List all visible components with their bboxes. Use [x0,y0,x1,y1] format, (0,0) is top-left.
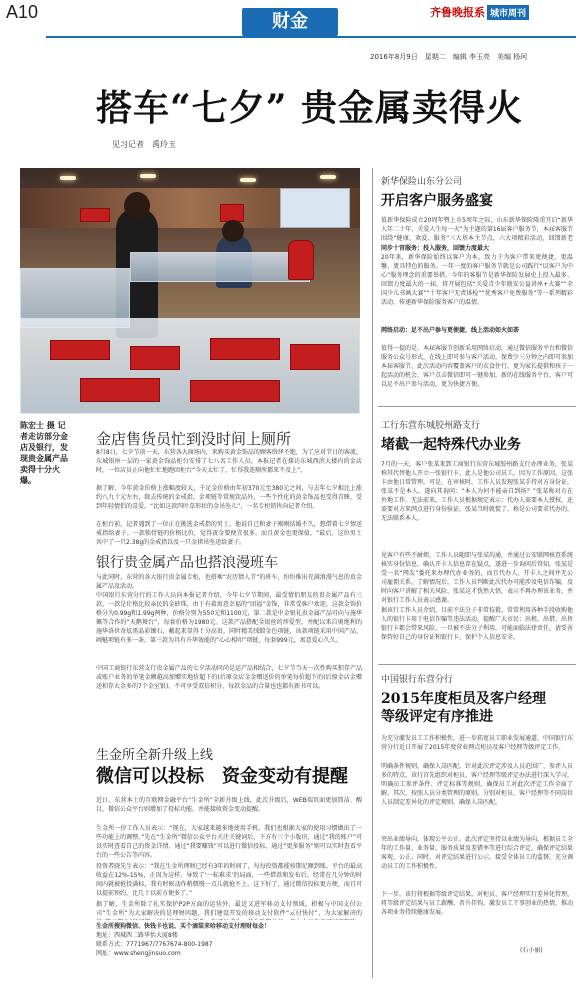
headline-wechat-bidding: 微信可以投标 资金变动有提醒 [96,766,348,787]
logo-text: 齐鲁晚报系 [430,6,485,19]
ad-url: 网址：www.shengjinsuo.com [96,950,181,957]
body-paragraph: 值得一提的是，本届客服节创新采用网络启动，通过微信服务平台和微信服务公众号形式，在线上即可参与客户活动，保费少三分钟之内即可参加本届客服节，此次活动内容覆盖客户的衣食住行，更为家长提供和孩子一起活动的机会，客户点击微信即可一键参加，新的在线服务平台，客户可以足不出户参与活动，更为快捷方便。 [381,345,573,388]
body-paragraph: 20年来，新华保险始终以客户为本，致力于为客户带来更便捷、更温馨、更具特色的服务。一年一度的客户服务节就是公司践行“以客户为中心”服务理念的重要举措。今年的客服节是新华保险发展史上投入最多、回馈力度最大的一届，将开展包括“关爱青少年瓶安公益讲座+大赛”“全国少儿书画大赛”“十年客户无责体检”“优秀客户免费服务”等一系列精彩活动，传递新华保险服务客户的温情。 [381,254,573,306]
body-paragraph: 8月8日，七夕节前一天，东营各大商场内，来购买黄金饰品的顾客络绎不绝，为了应对节日的客流，东城银座一层的一家黄金饰品柜台安排了七八名工作人员。本报记者在探访东城西滨大楼内的金店时，一位店员正向他忙忙地跑回柜台“今天太忙了，忙得我连厕所都来不及上”。 [96,449,362,474]
headline-customer-service: 开启客户服务盛宴 [381,193,493,209]
body-paragraph: 中国银行东营分行的工作人员向本报记者介绍，今年七夕节期间，最受情侣朋友的贵金属产品有三款，一款是仕格比较亲民的金砂珠，由于有着寓意幸福的“团福”金饰，非常受客户欢迎，这款金饰价格分为0.99g和1.99g两种，价格分别为550元和1100元，第二款是中金银礼贵金属产品可向与施华佩等合作的“天鹅舞台”，每套价格为1980元。这款产品搭配金银丝的珍爱型，并配以来自奥地利的施华洛世奇炫黑晶彩镶石，戴起来显得十分高贵，同时精美绒缎金色项链，该款项链采用中国产品，画魅项链有多一条，第三款为具有升华效能的“心心相印”项链，每套999元，寓意爱心久久。 [96,592,362,644]
body-paragraph: 7月的一天，客户张某来到工商银行东营东城胶州路支行办理业务，张某称其代替他人开立一张银行卡，此人是他公司员工，因为工作原因，这张卡由他日常管理。可是，在审核时，工作人员发现张某手持对方身份证，张某不是本人。遂向其询问：“本人为何不能亲自到场？”张某称对方在外地工作，无法前来。工作人员根据规定表示：代办人需要本人授权，还需要对方来网点进行身份验证。张某当时就慌了，称是公司要求代办的，无法联系本人。 [381,461,573,522]
body-paragraph: 中国工商银行东营支行贵金属产品的七夕活动同尚是运产品相结合，七夕节当天一次性购买积存产品或账户业务的单笔金额越高加赠实地价超下的(后原金店金金赠送价的单笔每价超下的(后原金店金赠送积存大金多的7个金室银)，不可享受双倍积分，每款金品的合量也也都有新书可以。 [96,665,362,690]
ad-title: 生金所搜狗微信、快钱卡也说、买个滴装来哈移动支付理财每金！ [96,923,271,930]
kicker-icbc: 工行东营东城胶州路支行 [381,421,481,431]
body-paragraph: 投资者晓先生表示：“我在生金所理财已经有3年的时间了，每每投资都能按期足额到账。平台的最高收益在12%-15%，正因为这样，导致了‘一标难求’的局面，一些借款和发布后，经常在几分钟的时间内就被抢投满标，我有时候动作稍微慢一点儿就抢不上，这下好了，通过微信投标更方便，而且可以提前预约，比几十以前方便多了。” [96,863,362,897]
body-paragraph: 据该行工作人员介绍，目前不法分子非常狡猾，常常利用各种手段收购他人的银行卡用于电信诈骗等违法活动，提醒广大市民：出租、出借、出售银行卡都会带来风险，一旦被不法分子利用，可能面临法律责任，请妥善保管好自己的身份证和银行卡，保护个人信息安全。 [381,607,573,641]
photo-caption: 陈宏士 摄 记者走访部分金店及银行，发现贵金属产品卖得十分火爆。 [20,421,68,485]
body-paragraph: 值新华保险成立20周年暨上市5周年之际，山东新华保险隆重开启“新华人年二十年，关爱人生每一天”为主题的第16届客户服务节，本届客服节围绕“健康、欢爱、服务”三大基本主节点，六大项精彩活动，回馈新老 [381,217,573,242]
subhead-gold-store: 金店售货员忙到没时间上厕所 [96,430,292,448]
story-divider [378,664,576,665]
main-headline: 搭车“七夕” 贵金属卖得火 [96,87,523,129]
body-paragraph: 据了解，生金所除了扎实保护P2P方面的运营外，最近又进军移动支付领域，积极与中国支付公司“生金所”为大家解决的是理财问题，我们建设开发的移动支付软件“云付快付”，为大家解决的 [96,901,362,917]
body-paragraph: 明确条件规则，确保人岗匹配。针对此次评定涉及人员范围广、参评人员多的特点，该行首先组织对柜员、客户经理等级评定办法进行深入学习，明确员工参评条件、评定标准等规则，确保员工对此次评定工作全面了解。其次，按照人员分类管理的原则，分别对柜员、客户经理等不同岗位人员制定差异化的评定规则，确保人岗匹配。 [381,763,573,806]
body-paragraph: 下一步，该行将根据等级评定结果，对柜员、客户经理实行差异化管理，将等级评定结果与员工薪酬、晋升挂钩，激发员工干事创业的热情，推动各项业务持续健康发展。 [381,891,573,916]
ad-phone: 联系方式：7771967/7767674-800-1987 [96,941,213,948]
kicker-xinhua-insurance: 新华保险山东分公司 [381,177,463,187]
column-divider [372,168,373,978]
ad-address: 地址：西城西二路华怡大厦8楼 [96,932,178,939]
inline-subhead: 同步十官服务：投入服务，回馈力度最大 [381,245,490,252]
body-paragraph: 据了解，今年黄金价格上涨幅度较大，千足金价格由年初370元至380元之间，与去年七夕相比上涨约八九十元左右，除去传统的金戒指、金项链等常规饮品外，一些个性化的黄金饰品也受得青睐，受到年轻情侣的喜爱。“比如这款四叶草形状的金吊坠儿”，一名专柜销售向记者介绍。 [96,485,362,510]
headline-special-agency: 堵截一起特殊代办业务 [381,437,521,453]
issue-meta: 2016年8月9日 星期二 编辑 李玉亮 美编 杨珂 [370,53,528,61]
section-tab: 财金 [242,8,338,36]
body-paragraph: 生金所一位工作人员表示：“现在，大家越来越多地使用手机，我们也根据大家的使用习惯做出了一些功能上的调整。”先在“生金所”微信公众平台关注关键词后，下方有三个小版块，通过“我的账户”可以实时查看自己的资金详情，通过“我要赚钱”可以进行微信投标，通过“更多服务”则可以实时查看平台的一些公告等内容。 [96,825,362,859]
kicker-shengjinsuo: 生金所全新升级上线 [96,748,214,763]
body-paragraph: 为充分激发员工工作积极性，进一步拓宽员工职业发展通道，中国银行东营分行近日开展了2015年度营业网点柜员及客户经理等级评定工作。 [381,735,573,751]
body-paragraph: 见客户有些不耐烦，工作人员随即与张某沟通，并通过公安联网核查系统核实身份信息，确认开卡人信息存在疑点，遂进一步询问后得知，张某是受一名“网友”委托来办理代办业务的，而且代办人、开卡人之间并无公司雇佣关系。了解情况后，工作人员判断此次代办可能涉及电信诈骗，及时向客户讲解了相关风险，张某这才恍然大悟，表示不再办理该业务，并对银行工作人员表示感谢。 [381,552,573,604]
kicker-bank-of-china: 中国银行东营分行 [381,675,454,685]
header-rule [46,36,576,38]
story-divider [378,406,576,407]
author-note: (石小丽) [520,947,543,954]
headline-rating-line2: 等级评定有序推进 [381,709,493,725]
body-paragraph: 近日，东营本土的互联网金融平台“生金所”全新升级上线，此次升级后，WEB端页面更加简洁、醒目，微信公众平台则增加了投标功能，并能接收资金变动提醒。 [96,797,362,813]
byline: 见习记者 禹玲玉 [112,140,176,149]
jewelry-store-photo [20,168,360,414]
headline-rating-line1: 2015年度柜员及客户经理 [381,691,546,707]
subhead-bank-metals: 银行贵金属产品也搭浪漫班车 [96,555,278,571]
inline-subhead: 网络启动：足不出户参与更便捷，线上活动如火如荼 [381,327,520,334]
logo-box: 城市周刊 [487,5,529,20]
body-paragraph: 突出业绩导向，体现公平公正。此次评定坚持以业绩为导向，根据员工全年的工作量、业务量、服务质量及差错率等进行综合评定，确保评定结果客观、公正。同时，对评定结果进行公示，接受全体员工的监督，充分调动员工的工作积极性。 [381,836,573,870]
page-number: A10 [6,2,39,22]
body-paragraph: 在柜台前，记者遇到了一位正在挑选金戒指的男士，他说自己和妻子刚刚结婚不久，想借着七夕情送戒指给妻子。一款锁骨链的价格比价，觉得黄金要便宜很多。而且黄金也更保值，“最后，这位男士共中了一只2.38g的金戒指以及一只金猪吊坠送给妻子。 [96,521,362,546]
newspaper-logo [430,4,529,20]
body-paragraph: 与此同时，东营的各大银行贵金属专柜，也搭乘“农历情人节”的班车，纷纷推出充满浪漫气息的贵金属产品及活动。 [96,574,362,590]
